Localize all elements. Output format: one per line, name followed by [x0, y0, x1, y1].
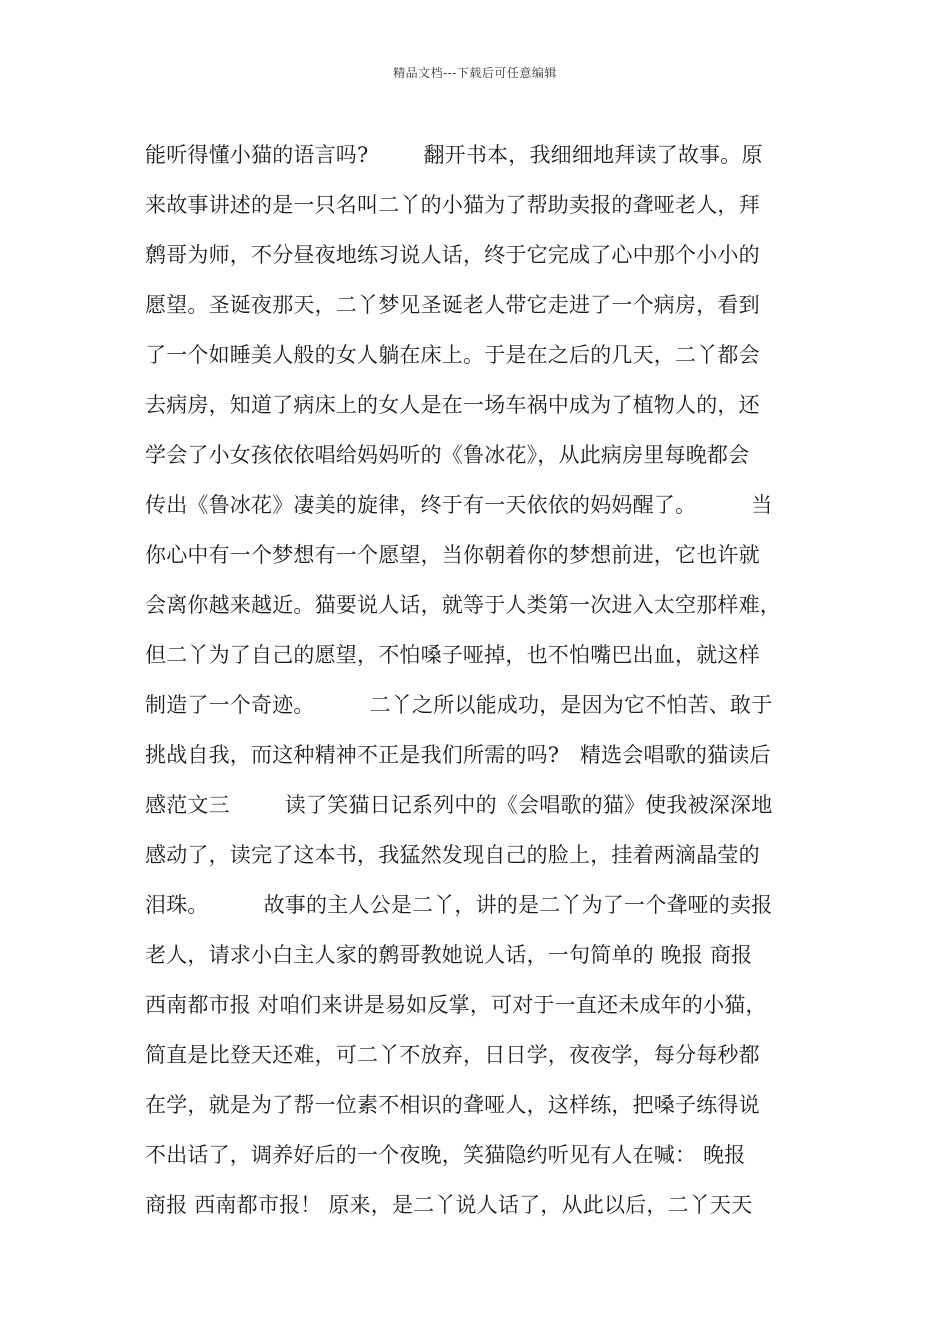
text-line: 会离你越来越近。猫要说人话，就等于人类第一次进入太空那样难， — [145, 593, 781, 617]
text-line: 感范文三 读了笑猫日记系列中的《会唱歌的猫》使我被深深地 — [145, 793, 773, 817]
text-line: 老人，请求小白主人家的鹩哥教她说人话，一句简单的 晚报 商报 — [145, 943, 753, 967]
text-line: 挑战自我，而这种精神不正是我们所需的吗? 精选会唱歌的猫读后 — [145, 743, 771, 767]
text-line: 传出《鲁冰花》凄美的旋律，终于有一天依依的妈妈醒了。 当 — [145, 493, 773, 517]
text-line: 来故事讲述的是一只名叫二丫的小猫为了帮助卖报的聋哑老人，拜 — [145, 193, 760, 217]
text-line: 在学，就是为了帮一位素不相识的聋哑人，这样练，把嗓子练得说 — [145, 1093, 760, 1117]
text-line: 了一个如睡美人般的女人躺在床上。于是在之后的几天，二丫都会 — [145, 343, 760, 367]
text-line: 制造了一个奇迹。 二丫之所以能成功，是因为它不怕苦、敢于 — [145, 693, 773, 717]
article-body — [145, 130, 835, 1230]
text-line: 商报 西南都市报！ 原来，是二丫说人话了，从此以后，二丫天天 — [145, 1193, 753, 1217]
text-line: 去病房，知道了病床上的女人是在一场车祸中成为了植物人的，还 — [145, 393, 760, 417]
text-line: 感动了，读完了这本书，我猛然发现自己的脸上，挂着两滴晶莹的 — [145, 843, 760, 867]
text-line: 但二丫为了自己的愿望，不怕嗓子哑掉，也不怕嘴巴出血，就这样 — [145, 643, 760, 667]
text-line: 泪珠。 故事的主人公是二丫，讲的是二丫为了一个聋哑的卖报 — [145, 893, 773, 917]
text-line: 不出话了，调养好后的一个夜晚，笑猫隐约听见有人在喊： 晚报 — [145, 1143, 746, 1167]
text-line: 简直是比登天还难，可二丫不放弃，日日学，夜夜学，每分每秒都 — [145, 1043, 760, 1067]
page-header: 精品文档---下载后可任意编辑 — [393, 66, 557, 80]
text-line: 学会了小女孩依依唱给妈妈听的《鲁冰花》，从此病房里每晚都会 — [145, 443, 750, 467]
text-line: 你心中有一个梦想有一个愿望，当你朝着你的梦想前进，它也许就 — [145, 543, 760, 567]
text-line: 西南都市报 对咱们来讲是易如反掌，可对于一直还未成年的小猫， — [145, 993, 767, 1017]
text-line: 愿望。圣诞夜那天，二丫梦见圣诞老人带它走进了一个病房，看到 — [145, 293, 760, 317]
text-line: 鹩哥为师，不分昼夜地练习说人话，终于它完成了心中那个小小的 — [145, 243, 760, 267]
text-line: 能听得懂小猫的语言吗? 翻开书本，我细细地拜读了故事。原 — [145, 143, 763, 167]
